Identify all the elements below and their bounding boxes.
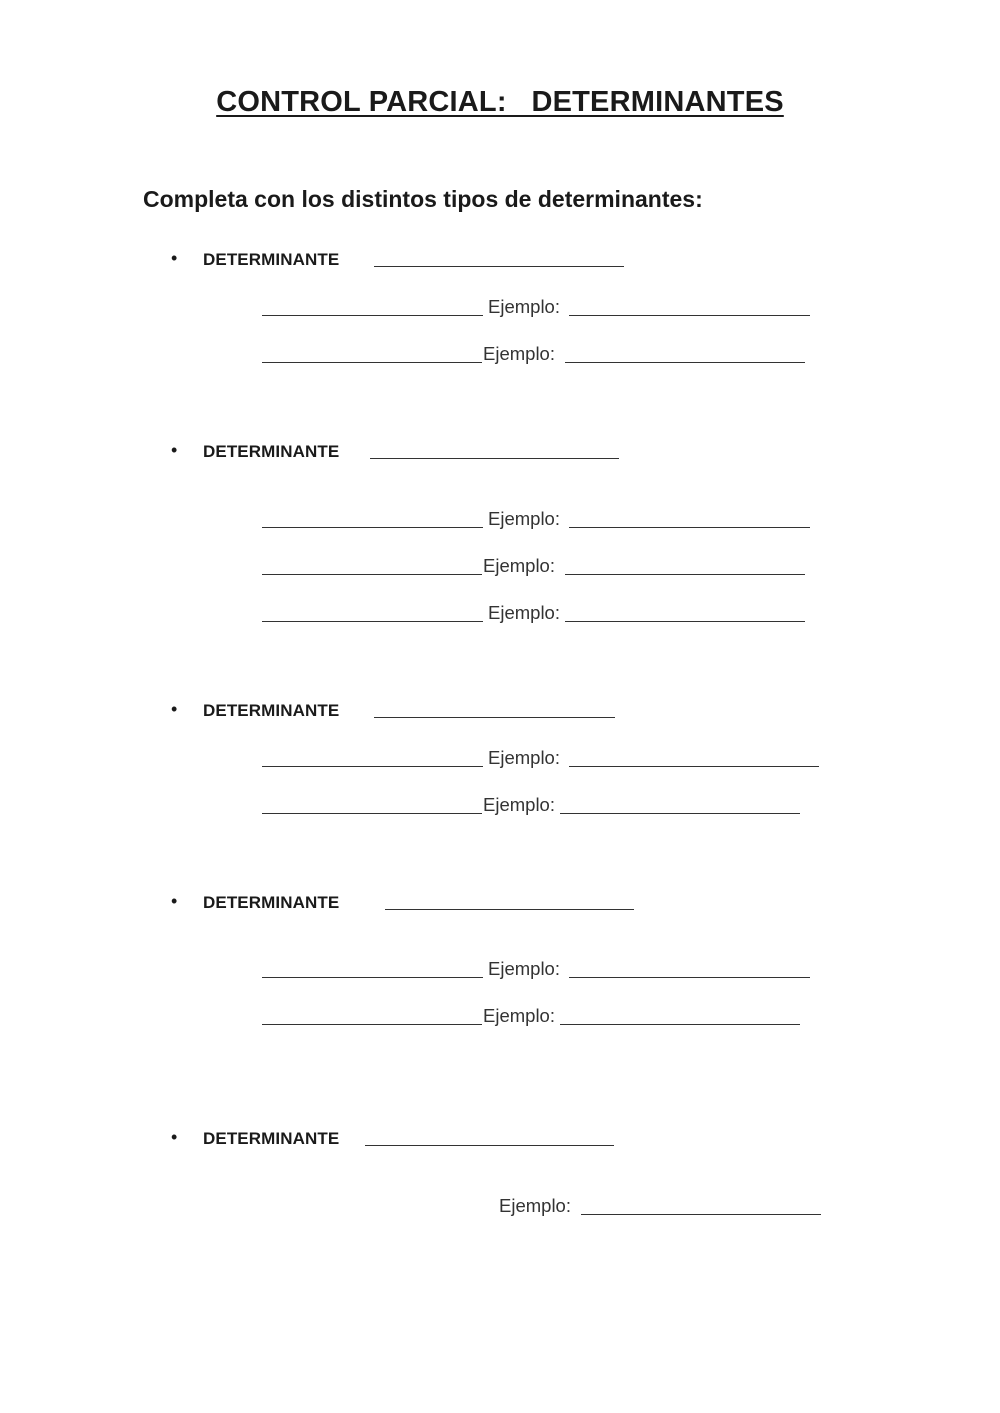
determinante-label: DETERMINANTE bbox=[203, 701, 340, 720]
bullet-icon: • bbox=[171, 891, 178, 911]
example-blank[interactable] bbox=[569, 527, 810, 528]
example-label: Ejemplo: bbox=[488, 296, 560, 317]
instruction-text: Completa con los distintos tipos de determinantes: bbox=[143, 186, 703, 212]
subtype-blank[interactable] bbox=[262, 1024, 482, 1025]
example-blank[interactable] bbox=[581, 1214, 821, 1215]
determinante-label: DETERMINANTE bbox=[203, 250, 340, 269]
example-label: Ejemplo: bbox=[488, 958, 560, 979]
example-label: Ejemplo: bbox=[483, 794, 555, 815]
example-label: Ejemplo: bbox=[488, 602, 560, 623]
bullet-icon: • bbox=[171, 248, 178, 268]
bullet-icon: • bbox=[171, 1127, 178, 1147]
example-blank[interactable] bbox=[569, 315, 810, 316]
subtype-blank[interactable] bbox=[262, 574, 482, 575]
example-label: Ejemplo: bbox=[499, 1195, 571, 1216]
determinante-label: DETERMINANTE bbox=[203, 442, 340, 461]
example-blank[interactable] bbox=[560, 1024, 800, 1025]
determinante-type-blank[interactable] bbox=[385, 909, 634, 910]
example-label: Ejemplo: bbox=[483, 555, 555, 576]
example-blank[interactable] bbox=[569, 766, 819, 767]
determinante-label: DETERMINANTE bbox=[203, 893, 340, 912]
determinante-type-blank[interactable] bbox=[365, 1145, 614, 1146]
subtype-blank[interactable] bbox=[262, 813, 482, 814]
bullet-icon: • bbox=[171, 440, 178, 460]
subtype-blank[interactable] bbox=[262, 977, 483, 978]
example-label: Ejemplo: bbox=[488, 508, 560, 529]
example-blank[interactable] bbox=[565, 574, 805, 575]
determinante-type-blank[interactable] bbox=[374, 266, 624, 267]
example-blank[interactable] bbox=[569, 977, 810, 978]
subtype-blank[interactable] bbox=[262, 362, 482, 363]
example-label: Ejemplo: bbox=[483, 1005, 555, 1026]
determinante-label: DETERMINANTE bbox=[203, 1129, 340, 1148]
worksheet-title: CONTROL PARCIAL: DETERMINANTES bbox=[216, 86, 784, 118]
example-blank[interactable] bbox=[565, 621, 805, 622]
example-blank[interactable] bbox=[560, 813, 800, 814]
determinante-type-blank[interactable] bbox=[374, 717, 615, 718]
subtype-blank[interactable] bbox=[262, 766, 483, 767]
subtype-blank[interactable] bbox=[262, 621, 483, 622]
determinante-type-blank[interactable] bbox=[370, 458, 619, 459]
subtype-blank[interactable] bbox=[262, 527, 483, 528]
example-label: Ejemplo: bbox=[483, 343, 555, 364]
bullet-icon: • bbox=[171, 699, 178, 719]
subtype-blank[interactable] bbox=[262, 315, 483, 316]
example-blank[interactable] bbox=[565, 362, 805, 363]
example-label: Ejemplo: bbox=[488, 747, 560, 768]
